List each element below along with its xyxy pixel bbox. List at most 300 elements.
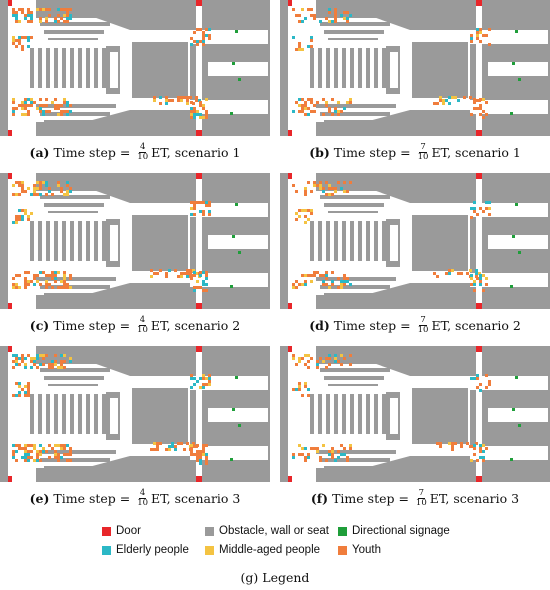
pedestrian: [476, 377, 479, 380]
pedestrian: [343, 357, 346, 360]
pedestrian: [15, 39, 18, 42]
pedestrian: [343, 17, 346, 20]
pedestrian: [69, 8, 72, 11]
pedestrian: [27, 453, 30, 456]
pedestrian: [298, 215, 301, 218]
pedestrian: [343, 283, 346, 286]
directional-signage: [518, 251, 521, 254]
seat-column: [382, 48, 386, 88]
seat-column: [358, 221, 362, 261]
pedestrian: [27, 215, 30, 218]
pedestrian: [436, 442, 439, 445]
aisle: [292, 40, 392, 44]
pedestrian: [310, 212, 313, 215]
pedestrian: [292, 357, 295, 360]
seat-column: [46, 221, 50, 261]
pedestrian: [310, 98, 313, 101]
pedestrian: [27, 271, 30, 274]
seat-column: [334, 48, 338, 88]
pedestrian: [334, 8, 337, 11]
pedestrian: [48, 14, 51, 17]
pedestrian: [473, 207, 476, 210]
pedestrian: [30, 193, 33, 196]
pedestrian: [331, 113, 334, 116]
caption-prefix: Time step =: [333, 317, 411, 333]
pedestrian: [310, 280, 313, 283]
pedestrian: [310, 101, 313, 104]
pedestrian: [54, 453, 57, 456]
pedestrian: [485, 386, 488, 389]
pedestrian: [331, 20, 334, 23]
pedestrian: [202, 116, 205, 119]
pedestrian: [42, 357, 45, 360]
pedestrian: [196, 43, 199, 46]
pedestrian: [349, 101, 352, 104]
pedestrian: [12, 277, 15, 280]
pedestrian: [473, 447, 476, 450]
door: [196, 0, 202, 6]
pedestrian: [193, 201, 196, 204]
pedestrian: [30, 280, 33, 283]
pedestrian: [24, 447, 27, 450]
pedestrian: [328, 8, 331, 11]
seat-column: [350, 221, 354, 261]
pedestrian: [39, 444, 42, 447]
pedestrian: [39, 20, 42, 23]
pedestrian: [168, 448, 171, 451]
pedestrian: [304, 215, 307, 218]
seat-column: [382, 221, 386, 261]
pedestrian: [479, 207, 482, 210]
pedestrian: [33, 363, 36, 366]
pedestrian: [15, 11, 18, 14]
pedestrian: [202, 386, 205, 389]
pedestrian: [45, 17, 48, 20]
pedestrian: [33, 277, 36, 280]
pedestrian: [313, 110, 316, 113]
pedestrian: [295, 218, 298, 221]
pedestrian: [451, 96, 454, 99]
pedestrian: [331, 187, 334, 190]
pedestrian: [54, 444, 57, 447]
directional-signage: [235, 30, 238, 33]
seat-column: [366, 221, 370, 261]
pedestrian: [24, 14, 27, 17]
pedestrian: [51, 101, 54, 104]
pedestrian: [485, 113, 488, 116]
pedestrian: [60, 17, 63, 20]
pedestrian: [190, 213, 193, 216]
pedestrian: [334, 459, 337, 462]
pedestrian: [186, 269, 189, 272]
pedestrian: [202, 213, 205, 216]
pedestrian: [15, 14, 18, 17]
pedestrian: [460, 272, 463, 275]
pedestrian: [42, 113, 45, 116]
pedestrian: [196, 456, 199, 459]
pedestrian: [328, 11, 331, 14]
fraction: [417, 316, 430, 335]
pedestrian: [15, 382, 18, 385]
seat-column: [358, 48, 362, 88]
panel-letter: (a): [29, 144, 50, 160]
pedestrian: [18, 193, 21, 196]
caption-scenario: scenario 3: [174, 490, 241, 506]
pedestrian: [479, 98, 482, 101]
pedestrian: [51, 286, 54, 289]
pedestrian: [199, 462, 202, 465]
pedestrian: [298, 388, 301, 391]
pedestrian: [298, 209, 301, 212]
pedestrian: [190, 113, 193, 116]
pedestrian: [45, 354, 48, 357]
door: [476, 173, 482, 179]
seat-column: [38, 221, 42, 261]
pedestrian: [319, 459, 322, 462]
pedestrian: [21, 107, 24, 110]
pedestrian: [12, 42, 15, 45]
pedestrian: [27, 187, 30, 190]
pedestrian: [307, 360, 310, 363]
pedestrian: [27, 394, 30, 397]
wall-divider: [190, 346, 196, 482]
pedestrian: [199, 101, 202, 104]
pedestrian: [313, 271, 316, 274]
pedestrian: [39, 17, 42, 20]
pedestrian: [69, 286, 72, 289]
seat-column: [334, 394, 338, 434]
pedestrian: [24, 101, 27, 104]
directional-signage: [238, 78, 241, 81]
pedestrian: [60, 280, 63, 283]
pedestrian: [202, 283, 205, 286]
pedestrian: [322, 280, 325, 283]
pedestrian: [469, 96, 472, 99]
inner-gap: [390, 52, 398, 88]
pedestrian: [165, 272, 168, 275]
seat-column: [94, 394, 98, 434]
pedestrian: [33, 283, 36, 286]
pedestrian: [15, 274, 18, 277]
pedestrian: [24, 280, 27, 283]
pedestrian: [193, 286, 196, 289]
pedestrian: [313, 17, 316, 20]
pedestrian: [39, 184, 42, 187]
pedestrian: [331, 456, 334, 459]
pedestrian: [60, 354, 63, 357]
pedestrian: [325, 17, 328, 20]
fraction-denominator: 10: [417, 324, 429, 335]
pedestrian: [322, 283, 325, 286]
pedestrian: [190, 201, 193, 204]
pedestrian: [346, 101, 349, 104]
legend-item-door: [102, 525, 141, 537]
pedestrian: [322, 274, 325, 277]
pedestrian: [51, 277, 54, 280]
pedestrian: [24, 209, 27, 212]
pedestrian: [292, 36, 295, 39]
pedestrian: [27, 444, 30, 447]
pedestrian: [448, 269, 451, 272]
directional-signage: [230, 458, 233, 461]
pedestrian: [18, 363, 21, 366]
directional-signage: [515, 30, 518, 33]
pedestrian: [328, 357, 331, 360]
seat-column: [326, 221, 330, 261]
pedestrian: [190, 450, 193, 453]
pedestrian: [473, 107, 476, 110]
seat-column: [78, 221, 82, 261]
pedestrian: [45, 181, 48, 184]
door: [8, 303, 12, 309]
pedestrian: [24, 366, 27, 369]
pedestrian: [307, 394, 310, 397]
directional-signage: [238, 251, 241, 254]
pedestrian: [24, 391, 27, 394]
pedestrian: [63, 354, 66, 357]
panel-caption: [280, 138, 550, 166]
pedestrian: [57, 8, 60, 11]
pedestrian: [69, 274, 72, 277]
pedestrian: [208, 201, 211, 204]
pedestrian: [349, 283, 352, 286]
pedestrian: [343, 181, 346, 184]
pedestrian: [479, 104, 482, 107]
pedestrian: [482, 110, 485, 113]
pedestrian: [208, 213, 211, 216]
pedestrian: [199, 453, 202, 456]
seat-column: [342, 221, 346, 261]
pedestrian: [12, 98, 15, 101]
pedestrian: [159, 269, 162, 272]
pedestrian: [21, 354, 24, 357]
legend-label: Directional signage: [352, 525, 450, 537]
pedestrian: [66, 8, 69, 11]
pedestrian: [168, 445, 171, 448]
pedestrian: [30, 212, 33, 215]
pedestrian: [165, 448, 168, 451]
pedestrian: [177, 442, 180, 445]
pedestrian: [316, 360, 319, 363]
pedestrian: [24, 271, 27, 274]
seat-column: [326, 48, 330, 88]
fraction-numerator: 4: [139, 314, 146, 325]
pedestrian: [304, 283, 307, 286]
seat-column: [342, 48, 346, 88]
pedestrian: [33, 360, 36, 363]
pedestrian: [33, 184, 36, 187]
pedestrian: [313, 181, 316, 184]
pedestrian: [488, 380, 491, 383]
pedestrian: [15, 215, 18, 218]
legend-label: Elderly people: [116, 544, 189, 556]
pedestrian: [208, 380, 211, 383]
pedestrian: [30, 17, 33, 20]
pedestrian: [328, 20, 331, 23]
legend-item-obstacle: [205, 525, 329, 537]
pedestrian: [12, 39, 15, 42]
pedestrian: [479, 389, 482, 392]
pedestrian: [54, 104, 57, 107]
pedestrian: [39, 110, 42, 113]
pedestrian: [451, 442, 454, 445]
directional-signage: [238, 424, 241, 427]
pedestrian: [307, 354, 310, 357]
signage-swatch: [338, 527, 347, 536]
pedestrian: [21, 456, 24, 459]
pedestrian: [205, 98, 208, 101]
pedestrian: [310, 8, 313, 11]
pedestrian: [485, 283, 488, 286]
pedestrian: [325, 277, 328, 280]
pedestrian: [57, 14, 60, 17]
directional-signage: [230, 112, 233, 115]
pedestrian: [21, 388, 24, 391]
pedestrian: [165, 96, 168, 99]
pedestrian: [15, 221, 18, 224]
pedestrian: [199, 450, 202, 453]
directional-signage: [235, 203, 238, 206]
door: [288, 0, 292, 6]
pedestrian: [153, 442, 156, 445]
pedestrian: [346, 280, 349, 283]
pedestrian: [18, 274, 21, 277]
pedestrian: [451, 448, 454, 451]
pedestrian: [304, 193, 307, 196]
pedestrian: [208, 383, 211, 386]
fraction: [417, 143, 430, 162]
pedestrian: [180, 99, 183, 102]
pedestrian: [24, 212, 27, 215]
pedestrian: [292, 110, 295, 113]
pedestrian: [66, 104, 69, 107]
pedestrian: [310, 274, 313, 277]
pedestrian: [30, 104, 33, 107]
pedestrian: [18, 218, 21, 221]
pedestrian: [295, 286, 298, 289]
pedestrian: [322, 190, 325, 193]
pedestrian: [304, 113, 307, 116]
pedestrian: [159, 96, 162, 99]
seat-column: [350, 394, 354, 434]
pedestrian: [205, 277, 208, 280]
pedestrian: [36, 453, 39, 456]
pedestrian: [165, 102, 168, 105]
pedestrian: [307, 8, 310, 11]
pedestrian: [42, 8, 45, 11]
pedestrian: [469, 269, 472, 272]
pedestrian: [331, 283, 334, 286]
pedestrian: [476, 459, 479, 462]
pedestrian: [54, 98, 57, 101]
pedestrian: [39, 187, 42, 190]
middle-aged-swatch: [205, 546, 214, 555]
pedestrian: [469, 445, 472, 448]
pedestrian: [479, 277, 482, 280]
pedestrian: [205, 113, 208, 116]
door: [8, 346, 12, 352]
pedestrian: [39, 450, 42, 453]
pedestrian: [39, 283, 42, 286]
pedestrian: [479, 444, 482, 447]
pedestrian: [476, 107, 479, 110]
door: [8, 0, 12, 6]
pedestrian: [54, 456, 57, 459]
pedestrian: [190, 107, 193, 110]
pedestrian: [205, 462, 208, 465]
pedestrian: [301, 283, 304, 286]
pedestrian: [57, 366, 60, 369]
pedestrian: [307, 456, 310, 459]
seat-column: [318, 48, 322, 88]
pedestrian: [470, 216, 473, 219]
seat-row: [320, 368, 390, 372]
seat-column: [358, 394, 362, 434]
pedestrian: [208, 37, 211, 40]
pedestrian: [36, 366, 39, 369]
door: [476, 346, 482, 352]
pedestrian: [340, 187, 343, 190]
pedestrian: [313, 14, 316, 17]
pedestrian: [180, 275, 183, 278]
pedestrian: [295, 280, 298, 283]
panel-caption: [0, 311, 270, 339]
pedestrian: [24, 104, 27, 107]
pedestrian: [15, 354, 18, 357]
corridor-right: [208, 62, 268, 76]
pedestrian: [298, 104, 301, 107]
pedestrian: [439, 445, 442, 448]
pedestrian: [63, 20, 66, 23]
seat-column: [310, 394, 314, 434]
pedestrian: [15, 45, 18, 48]
pedestrian: [466, 272, 469, 275]
pedestrian: [337, 277, 340, 280]
pedestrian: [208, 210, 211, 213]
pedestrian: [57, 181, 60, 184]
pedestrian: [310, 45, 313, 48]
pedestrian: [325, 104, 328, 107]
caption-prefix: Time step =: [53, 144, 131, 160]
pedestrian: [451, 269, 454, 272]
pedestrian: [33, 357, 36, 360]
directional-signage: [512, 62, 515, 65]
pedestrian: [57, 271, 60, 274]
pedestrian: [21, 48, 24, 51]
pedestrian: [36, 107, 39, 110]
pedestrian: [39, 193, 42, 196]
panel-letter: (b): [309, 144, 330, 160]
seat-column: [86, 394, 90, 434]
fraction-denominator: 10: [137, 324, 148, 335]
elderly-swatch: [102, 546, 111, 555]
pedestrian: [21, 190, 24, 193]
pedestrian: [301, 357, 304, 360]
pedestrian: [54, 274, 57, 277]
panel-caption: [0, 138, 270, 166]
pedestrian: [439, 99, 442, 102]
pedestrian: [310, 39, 313, 42]
pedestrian: [33, 101, 36, 104]
pedestrian: [15, 181, 18, 184]
pedestrian: [63, 283, 66, 286]
pedestrian: [292, 8, 295, 11]
pedestrian: [205, 271, 208, 274]
pedestrian: [334, 354, 337, 357]
pedestrian: [295, 190, 298, 193]
pedestrian: [45, 283, 48, 286]
legend-item-middle-aged: [205, 544, 320, 556]
